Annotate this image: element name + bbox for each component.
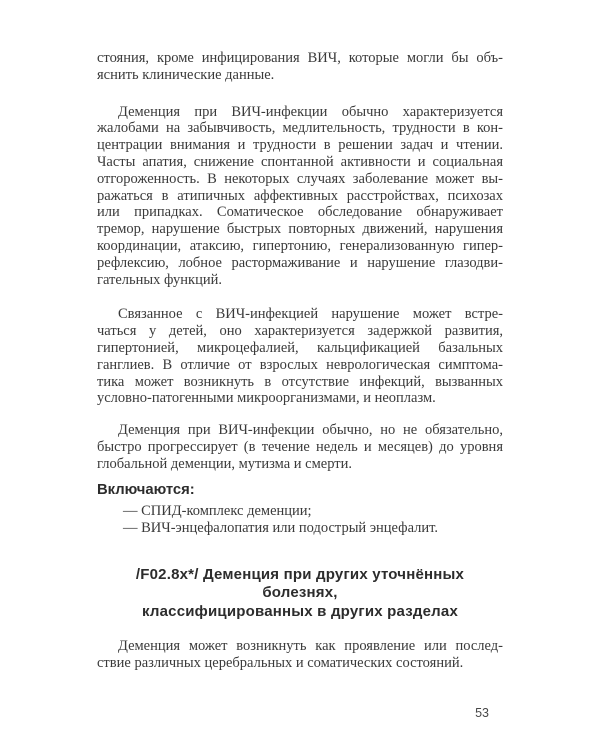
- paragraph-line: ганглиев. В отличие от взрослых неврологическая симптома-: [97, 356, 503, 373]
- paragraph-line: или припадках. Соматическое обследование обнаруживает: [97, 204, 503, 221]
- includes-list: [97, 503, 503, 537]
- paragraph-line: Деменция может возникнуть как проявление или послед-: [118, 638, 503, 655]
- page-number: 53: [475, 705, 489, 720]
- paragraph-line: быстро прогрессирует (в течение недель и месяцев) до уровня: [97, 438, 503, 455]
- section-heading-line: классифицированных в других разделах: [141, 602, 458, 620]
- paragraph-line: центрации внимания и трудности в решении задач и чтении.: [97, 137, 503, 154]
- paragraph-line: отгороженность. В некоторых случаях заболевание может вы-: [97, 170, 503, 187]
- includes-item: — ВИЧ-энцефалопатия или подострый энцефалит.: [123, 519, 438, 536]
- paragraph-line: Деменция при ВИЧ-инфекции обычно, но не обязательно,: [118, 422, 503, 439]
- paragraph-line: глобальной деменции, мутизма и смерти.: [97, 455, 352, 472]
- paragraph-line: чаться у детей, оно характеризуется задержкой развития,: [97, 323, 503, 340]
- paragraph-line: тремор, нарушение быстрых повторных движений, нарушения: [97, 221, 503, 238]
- paragraph-line: стояния, кроме инфицирования ВИЧ, которые могли бы объ-: [97, 50, 503, 66]
- paragraph-line: яснить клинические данные.: [97, 66, 275, 83]
- section-heading-line: /F02.8x*/ Деменция при других уточнённых болезнях,: [135, 565, 465, 602]
- paragraph-line: ствие различных церебральных и соматических состояний.: [97, 654, 464, 671]
- paragraph-line: гипертонией, микроцефалией, кальцификацией базальных: [97, 339, 503, 356]
- paragraph-line: тика может возникнуть в отсутствие инфекций, вызванных: [97, 373, 503, 390]
- body-paragraph: [97, 104, 503, 289]
- paragraph-line: Деменция при ВИЧ-инфекции обычно характеризуется: [118, 103, 503, 120]
- paragraph-line: ражаться в атипичных аффективных расстройствах, психозах: [97, 187, 503, 204]
- paragraph-line: гательных функций.: [97, 271, 222, 288]
- body-paragraph: [97, 638, 503, 672]
- paragraph-line: жалобами на забывчивость, медлительность, трудности в кон-: [97, 120, 503, 137]
- body-paragraph: [97, 50, 503, 84]
- paragraph-line: Связанное с ВИЧ-инфекцией нарушение может встре-: [118, 306, 503, 323]
- body-paragraph: [97, 422, 503, 472]
- body-paragraph: [97, 306, 503, 407]
- paragraph-line: рефлексию, лобное растормаживание и нарушение глазодви-: [97, 254, 503, 271]
- section-heading: [97, 566, 503, 622]
- paragraph-line: условно-патогенными микроорганизмами, и неоплазм.: [97, 390, 436, 407]
- paragraph-line: Часты апатия, снижение спонтанной активности и социальная: [97, 153, 503, 170]
- includes-label: Включаются:: [97, 481, 195, 498]
- paragraph-line: координации, атаксию, гипертонию, генерализованную гипер-: [97, 237, 503, 254]
- text-column: [97, 50, 503, 720]
- includes-item: — СПИД-комплекс деменции;: [123, 502, 312, 519]
